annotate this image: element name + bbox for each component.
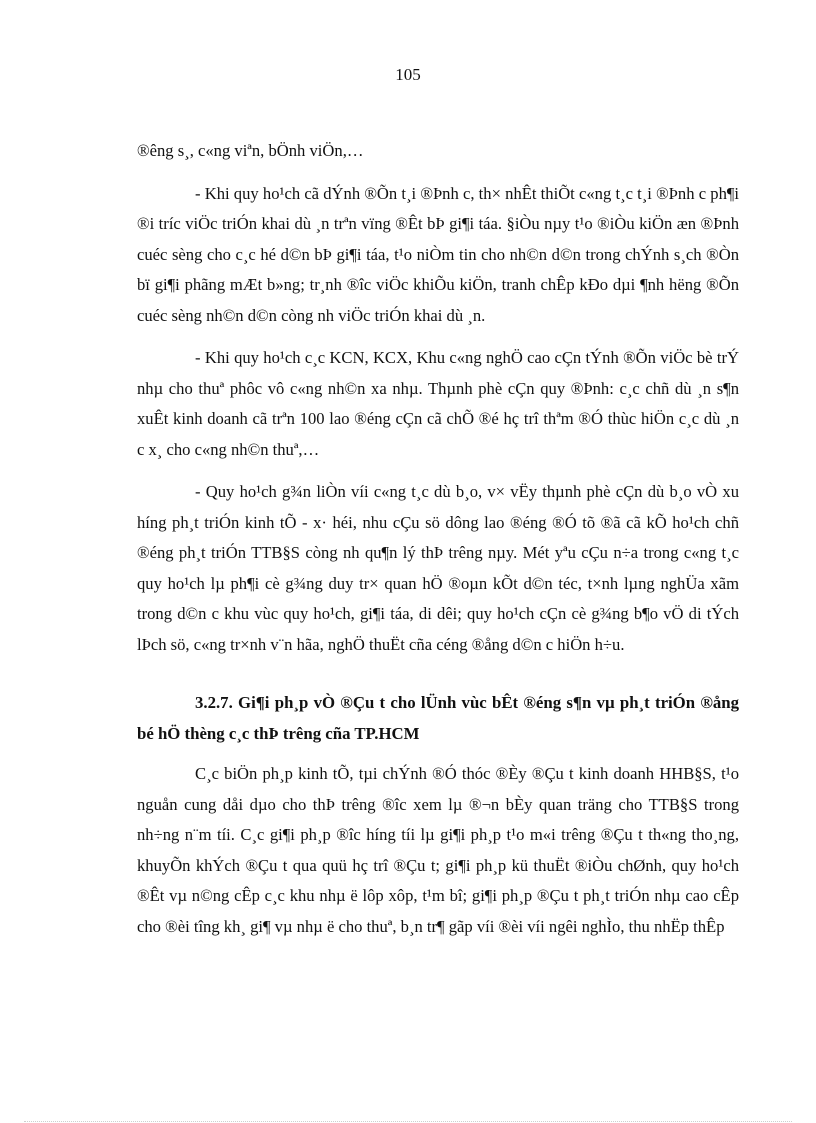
paragraph-continuation: ®êng s¸, c«ng viªn, bÖnh viÖn,… xyxy=(137,141,364,160)
paragraph-forecasting: - Quy ho¹ch g¾n liÒn víi c«ng t¸c dù b¸o, v× vËy thµnh phè cÇn dù b¸o vÒ xu híng ph¸t triÓn kinh tÕ - x· héi, nhu cÇu sö dông lao ®éng ®Ó tõ ®ã cã kÕ ho¹ch chñ ®éng ph¸t triÓn TTB§S còng nh qu¶n lý thÞ trêng nµy. Mét yªu cÇu n÷a trong c«ng t¸c quy ho¹ch lµ ph¶i cè g¾ng duy tr× quan hÖ ®oµn kÕt d©n téc, t×nh lµng nghÜa xãm trong d©n c khu vùc quy ho¹ch, gi¶i táa, di dêi; quy ho¹ch cÇn cè g¾ng b¶o vÖ di tÝch lÞch sö, c«ng tr×nh v¨n hãa, nghÖ thuËt cña céng ®ång d©n c hiÖn h÷u. xyxy=(137,482,739,654)
paragraph-resettlement: - Khi quy ho¹ch cã dÝnh ®Õn t¸i ®Þnh c, th× nhÊt thiÕt c«ng t¸c t¸i ®Þnh c ph¶i ®i tríc viÖc triÓn khai dù ¸n trªn vïng ®Êt bÞ gi¶i táa. §iÒu nµy t¹o ®iÒu kiÖn æn ®Þnh cuéc sèng cho c¸c hé d©n bÞ gi¶i táa, t¹o niÒm tin cho nh©n d©n trong chÝnh s¸ch ®Òn bï gi¶i phãng mÆt b»ng; tr¸nh ®îc viÖc khiÕu kiÖn, tranh chÊp kÐo dµi ¶nh hëng ®Õn cuéc sèng nh©n d©n còng nh viÖc triÓn khai dù ¸n. xyxy=(137,183,739,325)
paragraph-investment: C¸c biÖn ph¸p kinh tÕ, tµi chÝnh ®Ó thóc ®Èy ®Çu t kinh doanh HHB§S, t¹o nguån cung dåi dµo cho thÞ trêng ®îc xem lµ ®¬n bÈy quan träng cho TTB§S trong nh÷ng n¨m tíi. C¸c gi¶i ph¸p ®îc híng tíi lµ gi¶i ph¸p t¹o m«i trêng ®Çu t th«ng tho¸ng, khuyÕn khÝch ®Çu t qua quü hç trî ®Çu t; gi¶i ph¸p kü thuËt ®iÒu chØnh, quy ho¹ch ®Êt vµ n©ng cÊp c¸c khu nhµ ë lôp xôp, t¹m bî; gi¶i ph¸p ®Çu t ph¸t triÓn nhµ cao cÊp cho ®èi tîng kh¸ gi¶ vµ nhµ ë cho thuª, b¸n tr¶ gãp víi ®èi víi ngêi nghÌo, thu nhËp thÊp xyxy=(137,764,739,936)
page-number: 105 xyxy=(395,65,421,84)
paragraph-industrial-zones: - Khi quy ho¹ch c¸c KCN, KCX, Khu c«ng nghÖ cao cÇn tÝnh ®Õn viÖc bè trÝ nhµ cho thuª phôc vô c«ng nh©n xa nhµ. Thµnh phè cÇn quy ®Þnh: c¸c chñ dù ¸n s¶n xuÊt kinh doanh cã trªn 100 lao ®éng cÇn cã chÕ ®é hç trî thªm ®Ó thùc hiÖn c¸c dù ¸n c x¸ cho c«ng nh©n thuª,… xyxy=(137,348,739,459)
body-text xyxy=(137,136,739,942)
section-heading: 3.2.7. Gi¶i ph¸p vÒ ®Çu t cho lÜnh vùc bÊt ®éng s¶n vµ ph¸t triÓn ®ång bé hÖ thèng c¸c thÞ trêng cña TP.HCM xyxy=(137,693,739,743)
page-bottom-rule xyxy=(24,1121,792,1122)
